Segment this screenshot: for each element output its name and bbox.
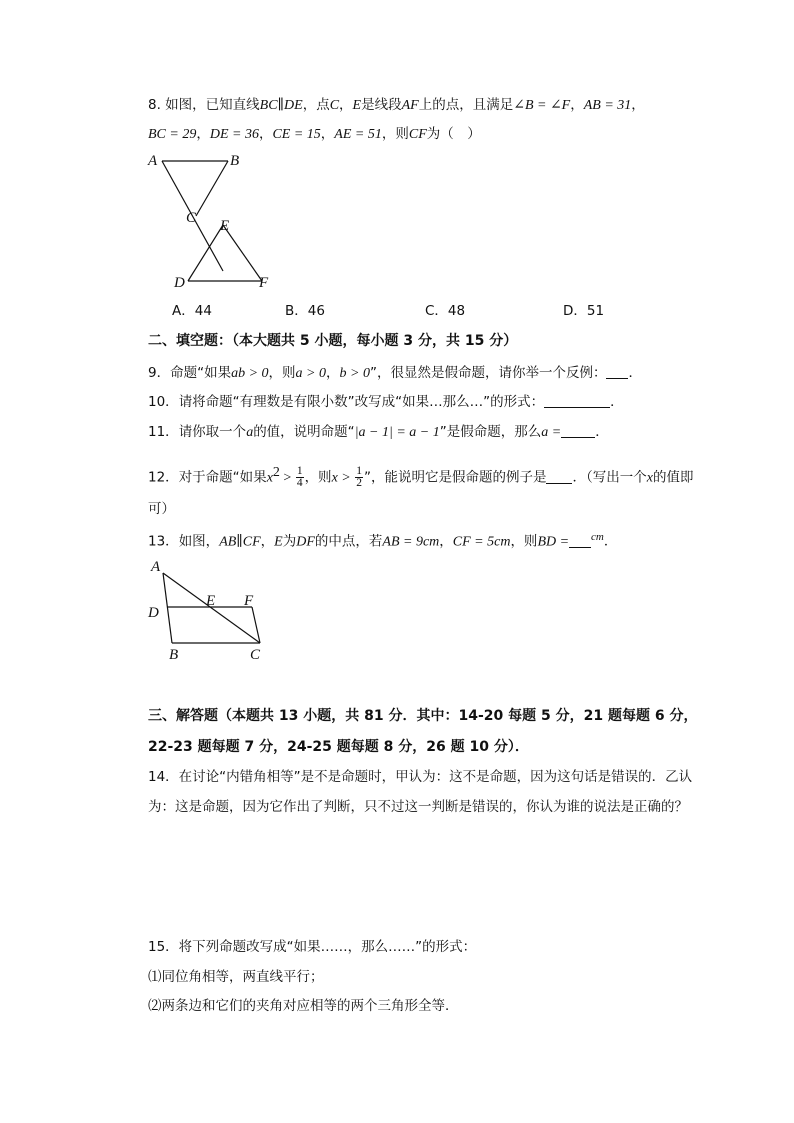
q8-label-e: E	[220, 218, 230, 234]
q15-item2: ⑵两条边和它们的夹角对应相等的两个三角形全等．	[148, 998, 459, 1014]
q8-option-b: B．46	[285, 303, 325, 319]
section2-heading: 二、填空题：（本大题共 5 小题，每小题 3 分，共 15 分）	[148, 333, 518, 349]
q13-label-c: C	[250, 647, 261, 663]
q14-line1: 14．在讨论“内错角相等”是不是命题时，甲认为：这不是命题，因为这句话是错误的．乙认	[148, 769, 693, 785]
q9-answer-blank	[606, 364, 628, 379]
section3-heading-line2: 22-23 题每题 7 分，24-25 题每题 8 分，26 题 10 分）．	[148, 739, 529, 755]
q13-label-f: F	[244, 593, 254, 609]
q8-label-c: C	[186, 210, 197, 226]
q8-option-a: A．44	[172, 303, 212, 319]
q13-label-e: E	[206, 593, 216, 609]
q13-label-d: D	[148, 605, 159, 621]
q15-item1: ⑴同位角相等，两直线平行；	[148, 969, 324, 985]
q9: 9．命题“如果ab > 0，则a > 0，b > 0”，很显然是假命题，请你举一个反例： ．	[148, 365, 642, 381]
q8-figure	[140, 150, 280, 295]
q8-line1: 8. 如图，已知直线BC∥DE，点C，E是线段AF上的点，且满足∠B = ∠F，AB = 31，	[148, 97, 645, 113]
q12-line1: 12．对于命题“如果$x^2$ > $\frac{1}{4}$ ，则x > $\frac{1}{2}$ ”，能说明它是假命题的例子是 ．（写出一个x的值即	[148, 465, 694, 489]
q11: 11．请你取一个a的值，说明命题“|a − 1| = a − 1”是假命题，那么a = ．	[148, 424, 609, 440]
q8-label-a: A	[148, 153, 158, 169]
q8-label-d: D	[174, 275, 185, 291]
q10: 10．请将命题“有理数是有限小数”改写成“如果…那么…”的形式： ．	[148, 394, 624, 410]
q12-frac-quarter: $\frac{1}{4}$	[296, 465, 303, 489]
q13-figure	[140, 555, 280, 665]
q10-answer-blank	[544, 393, 610, 408]
q12-answer-blank	[546, 469, 572, 484]
section3-heading-line1: 三、解答题（本题共 13 小题，共 81 分．其中：14-20 每题 5 分，21 题每题 6 分，	[148, 708, 698, 724]
q13-answer-blank	[569, 533, 591, 548]
q12-frac-half: $\frac{1}{2}$	[356, 465, 362, 489]
q13: 13．如图，AB∥CF，E为DF的中点，若AB = 9cm，CF = 5cm，则BD = $^{cm}$．	[148, 531, 618, 550]
q8-label-f: F	[259, 275, 269, 291]
q13-label-a: A	[151, 559, 161, 575]
q14-line2: 为：这是命题，因为它作出了判断，只不过这一判断是错误的，你认为谁的说法是正确的？	[148, 799, 688, 815]
q15-line1: 15．将下列命题改写成“如果……，那么……”的形式：	[148, 939, 477, 955]
q11-answer-blank	[561, 423, 595, 438]
q13-label-b: B	[169, 647, 179, 663]
q8-line2: BC = 29，DE = 36，CE = 15，AE = 51，则CF为（ ）	[148, 126, 481, 142]
q8-option-d: D．51	[563, 303, 605, 319]
q8-label-b: B	[230, 153, 240, 169]
q8-option-c: C．48	[425, 303, 466, 319]
q12-line2: 可）	[148, 501, 175, 517]
